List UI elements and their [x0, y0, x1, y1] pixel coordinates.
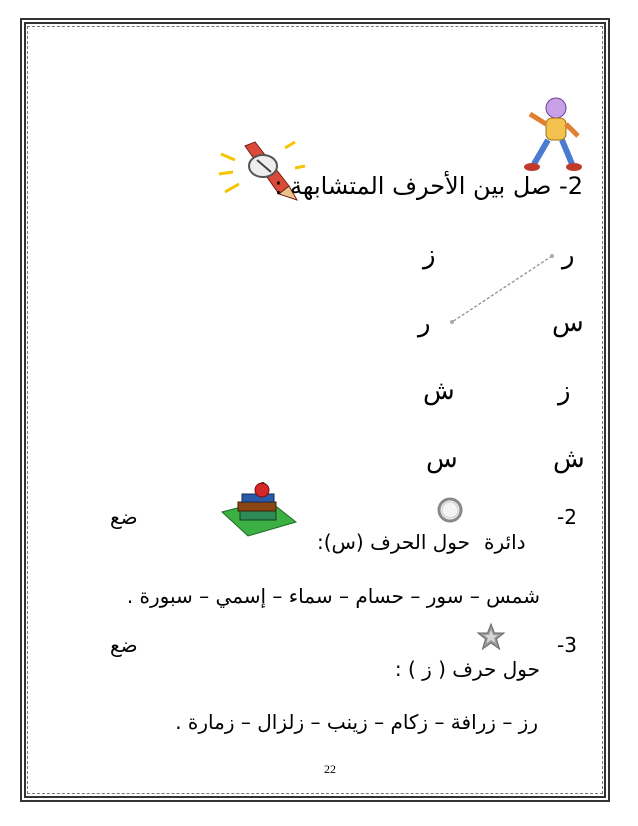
section3-words: رز – زرافة – زكام – زينب – زلزال – زمارة . — [175, 710, 538, 734]
left-letter-3[interactable]: ش — [423, 376, 455, 406]
right-letter-3[interactable]: ز — [558, 376, 571, 406]
section2-place-word: ضع — [110, 505, 138, 529]
section3-place-word: ضع — [110, 633, 138, 657]
left-letter-1[interactable]: ز — [423, 240, 436, 270]
section3-instruction: حول حرف ( ز ) : — [394, 657, 540, 681]
section3-number: -3 — [557, 633, 577, 657]
right-letter-4[interactable]: ش — [553, 444, 585, 474]
section2-words: شمس – سور – حسام – سماء – إسمي – سبورة . — [126, 584, 540, 608]
left-letter-2[interactable]: ر — [418, 308, 431, 338]
section1-title: 2- صل بين الأحرف المتشابهة : — [274, 172, 583, 200]
star-icon — [476, 622, 506, 652]
circle-icon — [436, 496, 464, 524]
right-letter-2[interactable]: س — [552, 308, 584, 338]
section2-instruction-word: دائرة — [484, 530, 526, 554]
books-apple-clipart — [218, 482, 300, 538]
section2-instruction: حول الحرف (س): — [316, 530, 470, 554]
section2-number: -2 — [557, 505, 577, 529]
right-letter-1[interactable]: ر — [562, 240, 575, 270]
left-letter-4[interactable]: س — [426, 444, 458, 474]
page-number: 22 — [324, 762, 336, 776]
